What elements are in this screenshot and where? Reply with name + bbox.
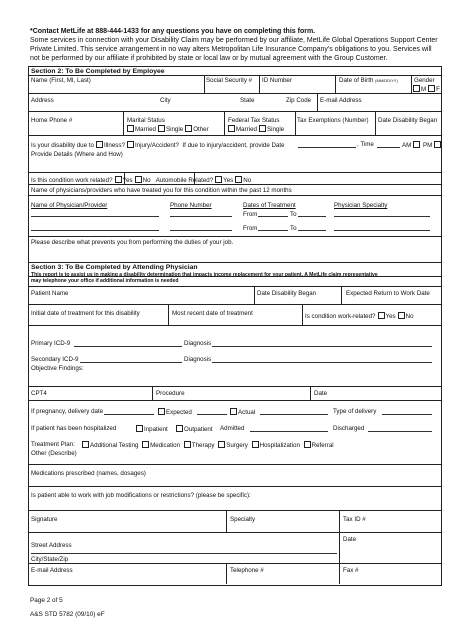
married-checkbox[interactable]	[127, 125, 134, 132]
tax-exemptions-label: Tax Exemptions (Number)	[297, 117, 369, 124]
therapy-checkbox[interactable]	[184, 441, 191, 448]
illness-checkbox[interactable]	[96, 141, 103, 148]
secondary-icd-label: Secondary ICD-9	[31, 356, 79, 363]
initial-treatment-label: Initial date of treatment for this disability	[31, 310, 140, 317]
section-3-note-1: This report is to assist us in making a disability determination that impacts income replacement for your patient. A MetLife claim representative	[31, 272, 378, 278]
referral-checkbox[interactable]	[304, 441, 311, 448]
city-state-zip-label: City/State/Zip	[31, 556, 69, 563]
patient-name-label: Patient Name	[31, 290, 69, 297]
discharged-label: Discharged	[333, 425, 365, 432]
header-para-3: not be performed by our affiliate if prohibited by state or local law or by mutual agreement with the Group Customer.	[30, 55, 388, 62]
details-label: Provide Details (Where and How)	[31, 151, 123, 158]
fed-tax-options[interactable]: Married Single	[226, 125, 284, 133]
tax-id-label: Tax ID #	[343, 516, 366, 523]
physicians-question: Name of physicians/providers who have treated you for this condition within the past 12 months	[31, 187, 292, 194]
s3-work-related-question: Is condition work-related? Yes No	[305, 313, 414, 320]
header-para-1: Some services in connection with your Disability Claim may be performed by our affiliate, MetLife Global Operations Support Center	[30, 37, 438, 44]
actual-option[interactable]: Actual	[228, 408, 255, 416]
fed-single-checkbox[interactable]	[259, 125, 266, 132]
col-physician-name: Name of Physician/Provider	[31, 202, 108, 209]
objective-findings-label: Objective Findings:	[31, 365, 84, 372]
section-3-title: Section 3: To Be Completed by Attending Physician	[31, 264, 198, 271]
fax-label: Fax #	[343, 567, 359, 574]
am-pm-options[interactable]: AM PM	[402, 141, 442, 149]
city-label: City	[160, 97, 171, 104]
to-label-2: To	[290, 225, 297, 232]
expected-option[interactable]: Expected	[156, 408, 192, 416]
work-related-no-checkbox[interactable]	[135, 176, 142, 183]
auto-yes-checkbox[interactable]	[215, 176, 222, 183]
single-checkbox[interactable]	[158, 125, 165, 132]
to-label-1: To	[290, 211, 297, 218]
inpatient-option[interactable]: Inpatient	[134, 425, 168, 433]
injury-checkbox[interactable]	[127, 141, 134, 148]
inpatient-checkbox[interactable]	[136, 425, 143, 432]
disability-due-question: Is your disability due to Illness? Injury/Accident? If due to injury/accident, provide Date	[31, 142, 285, 149]
am-checkbox[interactable]	[413, 141, 420, 148]
other-describe-label: Other (Describe)	[31, 450, 77, 457]
expected-checkbox[interactable]	[158, 408, 165, 415]
medication-checkbox[interactable]	[142, 441, 149, 448]
col-phone-number: Phone Number	[170, 202, 212, 209]
state-label: State	[240, 97, 255, 104]
signature-label: Signature	[31, 516, 58, 523]
pregnancy-label: If pregnancy, delivery date	[31, 408, 104, 415]
recent-treatment-label: Most recent date of treatment	[172, 310, 253, 317]
page-number: Page 2 of 5	[30, 597, 63, 604]
form-id: A&S STD 5782 (09/10) eF	[30, 611, 105, 618]
treatment-plan-label: Treatment Plan:	[31, 441, 75, 448]
col-physician-specialty: Physician Specialty	[334, 202, 388, 209]
from-label-2: From	[243, 225, 258, 232]
gender-m-checkbox[interactable]	[413, 85, 420, 92]
col-dates-of-treatment: Dates of Treatment	[243, 202, 296, 209]
name-label: Name (First, MI, Last)	[31, 77, 91, 84]
outpatient-checkbox[interactable]	[176, 425, 183, 432]
s3-work-yes-checkbox[interactable]	[378, 312, 385, 319]
delivery-type-label: Type of delivery	[333, 408, 377, 415]
procedure-date-label: Date	[314, 390, 328, 397]
primary-diagnosis-label: Diagnosis	[184, 340, 212, 347]
time-label: , Time	[357, 141, 374, 148]
cpt4-label: CPT4	[31, 390, 47, 397]
s3-disability-began-label: Date Disability Began	[257, 290, 317, 297]
from-label-1: From	[243, 211, 258, 218]
outpatient-option[interactable]: Outpatient	[174, 425, 213, 433]
specialty-label: Specialty	[230, 516, 256, 523]
gender-f-checkbox[interactable]	[428, 85, 435, 92]
treatment-plan-options[interactable]: Additional Testing Medication Therapy Surgery Hospitalization Referral	[80, 441, 334, 449]
marital-options[interactable]: Married Single Other	[125, 125, 209, 133]
ssn-label: Social Security #	[206, 77, 253, 84]
contact-line: *Contact MetLife at 888-444-1433 for any questions you have on completing this form.	[30, 28, 316, 35]
work-related-question: Is this condition work related? Yes No Automobile Related? Yes No	[31, 177, 252, 184]
secondary-diagnosis-label: Diagnosis	[184, 356, 212, 363]
street-address-label: Street Address	[31, 542, 72, 549]
hospitalization-checkbox[interactable]	[252, 441, 259, 448]
date-disability-began-label: Date Disability Began	[378, 117, 438, 124]
auto-no-checkbox[interactable]	[235, 176, 242, 183]
fed-tax-label: Federal Tax Status	[228, 117, 280, 124]
actual-checkbox[interactable]	[230, 408, 237, 415]
marital-status-label: Marital Status	[127, 117, 165, 124]
pm-checkbox[interactable]	[434, 141, 441, 148]
email-label: E-mail Address	[320, 97, 362, 104]
expected-return-label: Expected Return to Work Date	[346, 290, 430, 297]
signature-date-label: Date	[343, 536, 357, 543]
fed-married-checkbox[interactable]	[228, 125, 235, 132]
id-number-label: ID Number	[262, 77, 292, 84]
surgery-checkbox[interactable]	[218, 441, 225, 448]
prevents-label: Please describe what prevents you from performing the duties of your job.	[31, 239, 234, 246]
additional-testing-checkbox[interactable]	[82, 441, 89, 448]
work-related-yes-checkbox[interactable]	[115, 176, 122, 183]
modifications-label: Is patient able to work with job modifications or restrictions? (please be specific):	[31, 492, 251, 499]
header-para-2: Private Limited. This service arrangement in no way alters Metropolitan Life Insurance Company's obligations to you. Services will	[30, 46, 432, 53]
other-checkbox[interactable]	[185, 125, 192, 132]
section-3-note-2: may telephone your office if additional information is needed	[31, 278, 179, 284]
gender-label: Gender	[414, 77, 435, 84]
gender-options[interactable]: M F	[411, 85, 440, 93]
s3-email-label: E-mail Address	[31, 567, 73, 574]
telephone-label: Telephone #	[230, 567, 264, 574]
zip-label: Zip Code	[286, 97, 312, 104]
procedure-label: Procedure	[156, 390, 185, 397]
home-phone-label: Home Phone #	[31, 117, 73, 124]
admitted-label: Admitted	[220, 425, 245, 432]
address-label: Address	[31, 97, 54, 104]
section-2-title: Section 2: To Be Completed by Employee	[31, 68, 165, 75]
primary-icd-label: Primary ICD-9	[31, 340, 71, 347]
hospitalized-label: If patient has been hospitalized	[31, 425, 117, 432]
s3-work-no-checkbox[interactable]	[398, 312, 405, 319]
dob-label: Date of Birth (MM/DD/YY)	[339, 77, 398, 84]
medications-label: Medications prescribed (names, dosages)	[31, 470, 146, 477]
